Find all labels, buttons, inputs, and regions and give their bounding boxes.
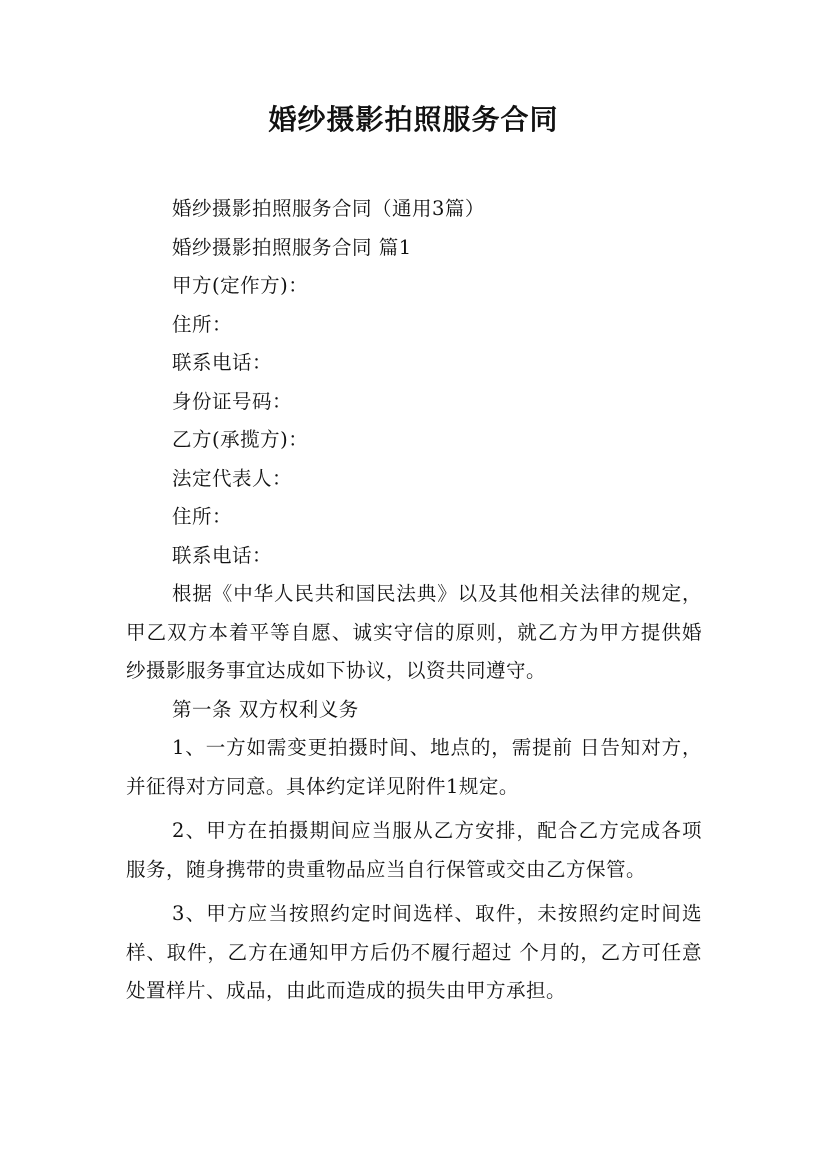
party-a-label: 甲方(定作方)： bbox=[172, 274, 309, 297]
party-a-phone-label: 联系电话： bbox=[172, 351, 273, 374]
party-a-id-label: 身份证号码： bbox=[172, 389, 293, 413]
party-b-address-label: 住所： bbox=[172, 505, 233, 528]
preamble-paragraph: 根据《中华人民共和国民法典》以及其他相关法律的规定，甲乙双方本着平等自愿、诚实守信的原则，就乙方为甲方提供婚纱摄影服务事宜达成如下协议，以资共同遵守。 bbox=[126, 582, 702, 682]
party-b-label: 乙方(承揽方)： bbox=[172, 428, 309, 451]
party-a-address-label: 住所： bbox=[172, 312, 233, 336]
document-title: 婚纱摄影拍照服务合同 bbox=[268, 103, 559, 136]
section-heading: 婚纱摄影拍照服务合同 篇1 bbox=[172, 235, 412, 259]
clause-paragraph: 3、甲方应当按照约定时间选样、取件，未按照约定时间选样、取件，乙方在通知甲方后仍不履行超过 个月的，乙方可任意处置样片、成品，由此而造成的损失由甲方承担。 bbox=[126, 902, 702, 1002]
party-b-representative-label: 法定代表人： bbox=[172, 466, 293, 490]
document-subtitle: 婚纱摄影拍照服务合同（通用3篇） bbox=[172, 197, 485, 220]
clause-paragraph: 2、甲方在拍摄期间应当服从乙方安排，配合乙方完成各项服务，随身携带的贵重物品应当自行保管或交由乙方保管。 bbox=[126, 819, 702, 881]
article-heading: 第一条 双方权利义务 bbox=[172, 697, 359, 721]
party-b-phone-label: 联系电话： bbox=[172, 543, 273, 567]
document-body bbox=[126, 190, 702, 1011]
clause-paragraph: 1、一方如需变更拍摄时间、地点的，需提前 日告知对方，并征得对方同意。具体约定详见附件1规定。 bbox=[126, 736, 702, 798]
